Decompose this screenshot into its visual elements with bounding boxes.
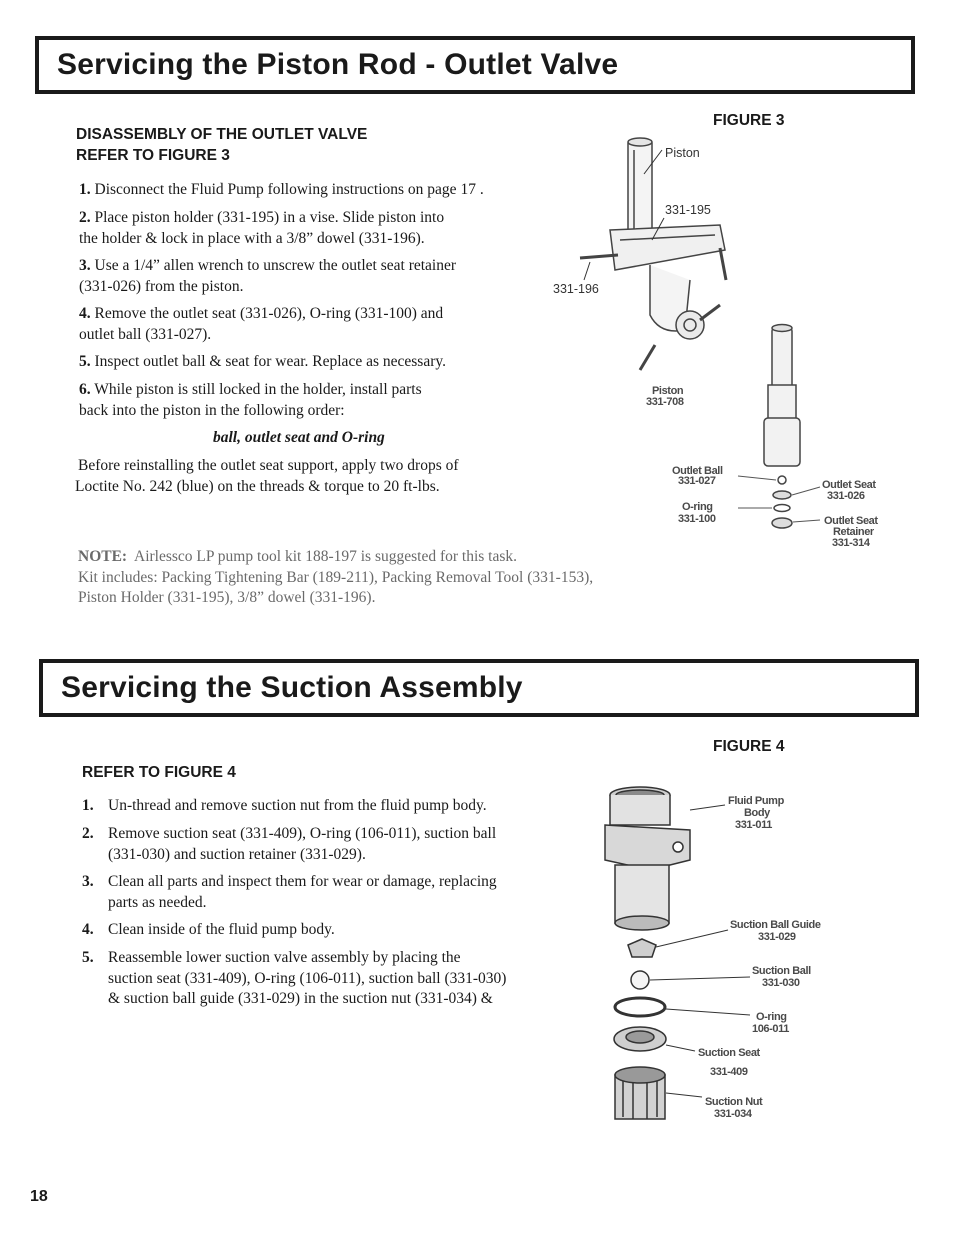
fig4-ball-name: Suction Ball [752,965,811,977]
suction-parts-sketch [614,939,666,1119]
suction-step-3: 3. Clean all parts and inspect them for wear or damage, replacing parts as needed. [82,873,497,911]
fig4-body-name1: Fluid Pump [728,795,784,807]
fig4-nut-name: Suction Nut [705,1096,763,1108]
subheading: DISASSEMBLY OF THE OUTLET VALVE REFER TO FIGURE 3 [76,126,368,164]
fig3-retainer-name2: Retainer [833,526,874,538]
fig4-seat-num: 331-409 [710,1066,748,1078]
section-banner-outlet-valve [35,36,915,94]
step-3: 3. Use a 1/4” allen wrench to unscrew the outlet seat retainer (331-026) from the piston. [79,257,457,295]
step-4: 4. Remove the outlet seat (331-026), O-ring (331-100) and outlet ball (331-027). [79,305,444,343]
suction-step-4: 4. Clean inside of the fluid pump body. [82,921,335,938]
fig4-oring-num: 106-011 [752,1023,789,1035]
suction-step-5: 5. Reassemble lower suction valve assembly by placing the suction seat (331-409), O-ring (106-011), suction ball (331-030) & suction ball guide (331-029) in the suction nut (331-034) & [82,949,507,1007]
page-number: 18 [30,1188,48,1205]
fig3-seat-num: 331-026 [827,490,865,502]
fig4-ball-num: 331-030 [762,977,800,989]
section-title: Servicing the Piston Rod - Outlet Valve [57,48,619,81]
step-6: 6. While piston is still locked in the holder, install parts back into the piston in the following order: [79,381,422,419]
piston-exploded-sketch [764,325,800,529]
callout-piston: Piston [665,146,700,160]
step-2: 2. Place piston holder (331-195) in a vise. Slide piston into the holder & lock in place with a 3/8” dowel (331-196). [79,209,445,247]
fig3-retainer-num: 331-314 [832,537,870,549]
step-5: 5. Inspect outlet ball & seat for wear. Replace as necessary. [79,353,446,370]
fig3-piston-name: Piston [652,385,684,397]
fluid-pump-body-sketch [605,787,690,930]
fig3-seat-name: Outlet Seat [822,479,876,491]
fig3-oring-name: O-ring [682,501,713,513]
fig4-oring-name: O-ring [756,1011,787,1023]
fig3-oring-num: 331-100 [678,513,716,525]
fig4-seat-name: Suction Seat [698,1047,760,1059]
section-title: Servicing the Suction Assembly [61,671,523,704]
callout-331-195: 331-195 [665,203,711,217]
reinstall-instructions: Before reinstalling the outlet seat support, apply two drops of Loctite No. 242 (blue) on the threads & torque to 20 ft-lbs. [75,457,459,495]
figure-4-illustration [590,775,850,1130]
fig4-nut-num: 331-034 [714,1108,752,1120]
fig3-piston-num: 331-708 [646,396,684,408]
fig4-guide-name: Suction Ball Guide [730,919,821,931]
callout-331-196: 331-196 [553,282,599,296]
install-order: ball, outlet seat and O-ring [213,429,385,446]
suction-step-1: 1. Un-thread and remove suction nut from the fluid pump body. [82,797,487,814]
step-1: 1. Disconnect the Fluid Pump following instructions on page 17 . [79,181,484,198]
figure-4-label: FIGURE 4 [713,738,785,755]
fig3-retainer-name1: Outlet Seat [824,515,878,527]
subheading: REFER TO FIGURE 4 [82,764,236,781]
fig4-body-name2: Body [744,807,770,819]
suction-step-2: 2. Remove suction seat (331-409), O-ring (106-011), suction ball (331-030) and suction retainer (331-029). [82,825,497,863]
fig3-ball-name: Outlet Ball [672,465,723,477]
figure-3-illustration [540,130,900,560]
fig4-guide-num: 331-029 [758,931,796,943]
section-banner-suction [39,659,919,717]
fig4-body-num: 331-011 [735,819,772,831]
piston-holder-sketch [580,138,726,370]
fig3-ball-num: 331-027 [678,475,716,487]
tool-kit-note: NOTE: Airlessco LP pump tool kit 188-197 is suggested for this task. Kit includes: Packing Tightening Bar (189-211), Packing Removal Tool (331-153), Piston Holder (331-195), 3/8” dowel (331-196). [78,548,594,606]
figure-3-label: FIGURE 3 [713,112,785,129]
